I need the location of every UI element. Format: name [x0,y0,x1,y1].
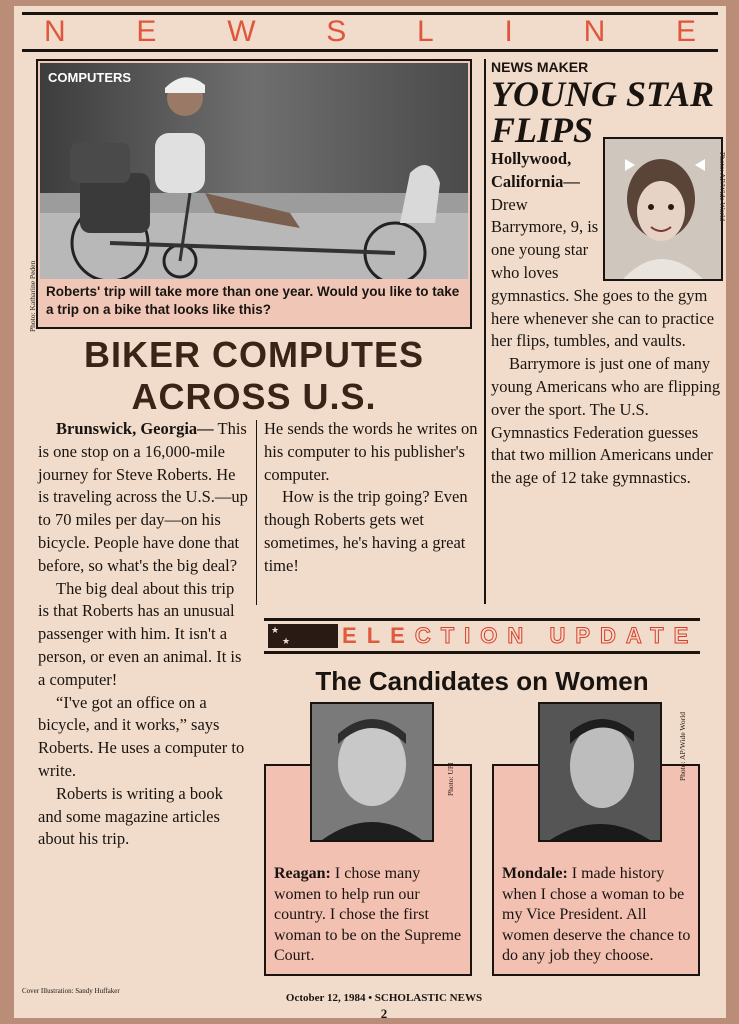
star-icon: ★ [282,636,291,646]
article-paragraph: The big deal about this trip is that Roberts has an unusual passenger with him. It isn't a person, or even an animal. It is a computer! [38,578,242,689]
mondale-quote-block [502,864,696,967]
article-paragraph: This is one stop on a 16,000-mile journey for Steve Roberts. He is traveling across the U.S.—up to 70 miles per day—on his bicycle. People have done that before, so what's the big deal? [38,419,248,575]
masthead-letter: E [136,15,159,48]
reagan-photo [310,702,434,842]
dateline: Brunswick, Georgia— [56,419,214,438]
masthead-letter: L [417,15,436,48]
headline-line2: ACROSS U.S. [131,376,377,417]
star-icon: ★ [271,625,280,635]
candidate-name: Reagan: [274,865,331,882]
article-paragraph: He sends the words he writes on his computer to his publisher's computer. [264,419,478,484]
article-paragraph: How is the trip going? Even though Roberts gets wet sometimes, he's having a great time! [264,487,468,575]
cover-credit: Cover Illustration: Sandy Huffaker [22,987,120,995]
candidates-title: The Candidates on Women [315,666,649,696]
article-paragraph: Barrymore is just one of many young Americans who are flipping over the sport. The U.S. Gymnastics Federation guesses that two million Americans under the age of 12 take gymnastics. [491,354,721,488]
mondale-portrait-illustration [540,704,660,840]
newspaper-page [14,6,727,1021]
photo-credit-mondale: Photo: AP/Wide World [678,712,687,781]
biker-article-col2 [264,418,480,578]
news-maker-article [491,148,723,490]
column-divider-right [484,59,486,604]
dateline-line2: California— [491,171,580,191]
photo-caption: Roberts' trip will take more than one year. Would you like to take a trip on a bike that looks like this? [46,284,460,317]
reagan-portrait-illustration [312,704,432,840]
page-number: 2 [380,1006,388,1021]
issue-line: October 12, 1984 • SCHOLASTIC NEWS [285,992,483,1004]
article-paragraph: “I've got an office on a bicycle, and it works,” says Roberts. He uses a computer to write. [38,692,245,780]
reagan-quote-block [274,864,468,967]
masthead [22,12,718,52]
column-divider [256,420,257,605]
headline [36,334,472,418]
photo-credit-biker: Photo: Katharine Peden [28,260,37,332]
news-maker-title-line2: FLIPS [491,110,594,150]
masthead-letter: W [227,15,258,48]
masthead-letter: N [583,15,608,48]
mondale-photo [538,702,662,842]
masthead-letter: N [44,15,68,48]
masthead-letter: S [326,15,349,48]
candidate-name: Mondale: [502,865,568,882]
news-maker-title-line1: YOUNG STAR [491,74,715,114]
biker-article-col1 [38,418,248,851]
headline-line1: BIKER COMPUTES [83,334,425,375]
article-paragraph: Roberts is writing a book and some magazine articles about his trip. [38,783,223,849]
biker-photo [40,63,468,279]
biker-photo-box [36,59,472,329]
article-paragraph: Drew Barrymore, 9, is one young star who loves gymnastics. She goes to the gym here whenever she can to practice her flips, tumbles, and vaults. [491,194,715,351]
election-update-text: ELECTION UPDATE [342,623,699,648]
election-update-banner [264,618,700,654]
news-maker-label: NEWS MAKER [491,59,589,75]
masthead-letter: I [504,15,515,48]
candidate-quote: I made history when I chose a woman to be my Vice President. All women deserve the chance to do any job they choose. [502,865,691,964]
candidate-quote: I chose many women to help run our country. I chose the first woman to be on the Supreme Court. [274,865,462,964]
stars-box [268,624,338,648]
photo-section-label: COMPUTERS [48,70,132,85]
photo-credit-reagan: Photo: UPI [446,762,455,796]
dateline-line1: Hollywood, [491,149,572,168]
recumbent-bike-illustration [40,63,468,279]
masthead-letter: E [675,15,698,48]
photo-credit-drew: Photo: AP/Wide World [718,152,727,221]
